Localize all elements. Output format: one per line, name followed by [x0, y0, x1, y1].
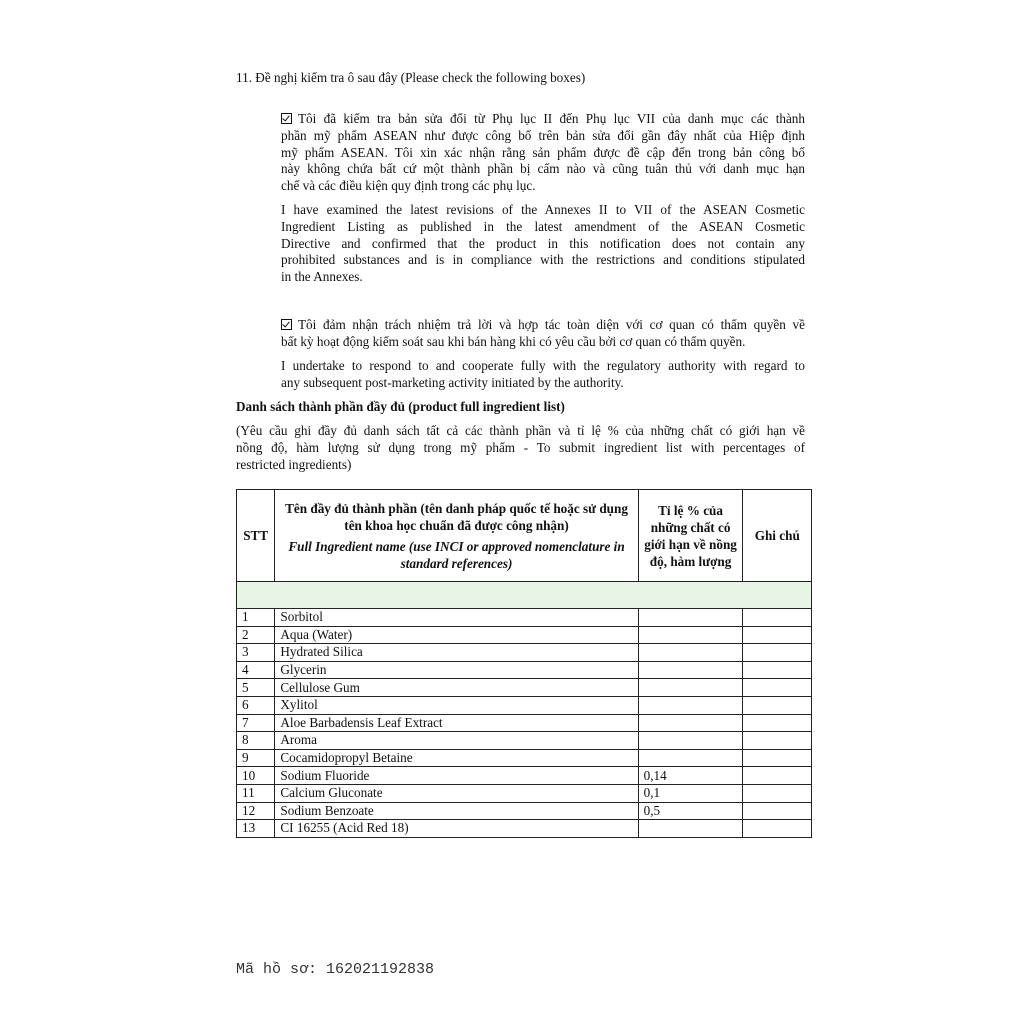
cell-ingredient-name: Calcium Gluconate — [275, 784, 638, 802]
cell-note — [743, 784, 812, 802]
ingredient-table — [236, 489, 812, 838]
table-row — [237, 679, 812, 697]
cell-ingredient-name: Cocamidopropyl Betaine — [275, 749, 638, 767]
declaration-1-vi-line-2: phần mỹ phẩm ASEAN như được công bố trên bản sửa đổi gần đây nhất của Hiệp định — [281, 127, 805, 143]
cell-stt: 10 — [237, 767, 275, 785]
header-percentage: Tỉ lệ % của những chất có giới hạn về nồng độ, hàm lượng — [638, 490, 743, 582]
table-row — [237, 661, 812, 679]
header-stt: STT — [237, 490, 275, 582]
cell-note — [743, 820, 812, 838]
declaration-1-en-line-1: I have examined the latest revisions of the Annexes II to VII of the ASEAN Cosmetic — [281, 202, 805, 217]
cell-percentage: 0,1 — [638, 784, 743, 802]
ingredient-note-line-3: restricted ingredients) — [236, 457, 352, 472]
cell-stt: 12 — [237, 802, 275, 820]
declaration-1-vi-text-1: Tôi đã kiểm tra bản sửa đổi từ Phụ lục II đến Phụ lục VII của danh mục các thành — [298, 111, 805, 126]
header-ingredient-name-vi: Tên đầy đủ thành phần (tên danh pháp quốc tế hoặc sử dụng tên khoa học chuẩn đã được công nhận) — [285, 500, 628, 533]
cell-stt: 9 — [237, 749, 275, 767]
cell-percentage — [638, 749, 743, 767]
cell-stt: 8 — [237, 732, 275, 750]
cell-ingredient-name: CI 16255 (Acid Red 18) — [275, 820, 638, 838]
header-note: Ghi chú — [743, 490, 812, 582]
cell-note — [743, 802, 812, 820]
cell-note — [743, 679, 812, 697]
cell-ingredient-name: Aqua (Water) — [275, 626, 638, 644]
cell-ingredient-name: Sodium Benzoate — [275, 802, 638, 820]
declaration-1-vi-line-1 — [281, 110, 805, 127]
declaration-1-en-line-5: in the Annexes. — [281, 269, 363, 285]
cell-ingredient-name: Hydrated Silica — [275, 644, 638, 662]
cell-percentage — [638, 679, 743, 697]
table-row — [237, 714, 812, 732]
cell-stt: 3 — [237, 644, 275, 662]
cell-percentage — [638, 696, 743, 714]
cell-note — [743, 644, 812, 662]
ingredient-note-line-2: nồng độ, hàm lượng sử dụng trong mỹ phẩm - To submit ingredient list with percentages of — [236, 440, 805, 455]
cell-ingredient-name: Xylitol — [275, 696, 638, 714]
table-row — [237, 749, 812, 767]
cell-percentage — [638, 732, 743, 750]
table-row — [237, 609, 812, 627]
declaration-1-vi-line-3: mỹ phẩm ASEAN. Tôi xin xác nhận rằng sản phẩm được đề cập đến trong bản công bố — [281, 144, 805, 160]
section-heading: 11. Đề nghị kiểm tra ô sau đây (Please check the following boxes) — [236, 70, 586, 85]
cell-note — [743, 749, 812, 767]
cell-stt: 5 — [237, 679, 275, 697]
file-code: Mã hồ sơ: 162021192838 — [236, 961, 435, 978]
table-row — [237, 767, 812, 785]
cell-percentage — [638, 714, 743, 732]
checked-checkbox-icon[interactable] — [281, 319, 292, 330]
declaration-1-vi-line-5: chế và các điều kiện quy định trong các phụ lục. — [281, 178, 536, 194]
declaration-1-vietnamese — [281, 110, 805, 194]
cell-percentage — [638, 609, 743, 627]
cell-stt: 1 — [237, 609, 275, 627]
cell-percentage — [638, 661, 743, 679]
declaration-2-en-line-2: any subsequent post-marketing activity initiated by the authority. — [281, 374, 624, 390]
table-row — [237, 626, 812, 644]
ingredient-table-body — [237, 582, 812, 838]
declaration-2-vietnamese — [281, 316, 805, 350]
table-row — [237, 820, 812, 838]
cell-note — [743, 696, 812, 714]
cell-ingredient-name: Cellulose Gum — [275, 679, 638, 697]
cell-note — [743, 714, 812, 732]
checked-checkbox-icon[interactable] — [281, 113, 292, 124]
cell-ingredient-name: Aroma — [275, 732, 638, 750]
declaration-2-en-line-1: I undertake to respond to and cooperate fully with the regulatory authority with regard to — [281, 358, 805, 373]
declaration-1-en-line-2: Ingredient Listing as published in the latest amendment of the ASEAN Cosmetic — [281, 218, 805, 234]
cell-note — [743, 609, 812, 627]
table-separator-cell — [237, 582, 812, 609]
cell-percentage — [638, 644, 743, 662]
cell-note — [743, 767, 812, 785]
table-row — [237, 696, 812, 714]
cell-note — [743, 661, 812, 679]
cell-percentage — [638, 626, 743, 644]
cell-percentage: 0,14 — [638, 767, 743, 785]
cell-note — [743, 626, 812, 644]
table-row — [237, 802, 812, 820]
cell-ingredient-name: Sodium Fluoride — [275, 767, 638, 785]
cell-percentage: 0,5 — [638, 802, 743, 820]
cell-ingredient-name: Glycerin — [275, 661, 638, 679]
declaration-2-vi-line-1 — [281, 316, 805, 333]
ingredient-note-line-1: (Yêu cầu ghi đầy đủ danh sách tất cả các thành phần và tỉ lệ % của những chất có giới hạn về — [236, 423, 805, 438]
cell-ingredient-name: Sorbitol — [275, 609, 638, 627]
cell-percentage — [638, 820, 743, 838]
table-row — [237, 732, 812, 750]
declaration-1-english — [281, 201, 805, 285]
cell-stt: 4 — [237, 661, 275, 679]
declaration-1-en-line-4: prohibited substances and is in compliance with the restrictions and conditions stipulated — [281, 252, 805, 268]
cell-stt: 13 — [237, 820, 275, 838]
cell-stt: 11 — [237, 784, 275, 802]
ingredient-list-title: Danh sách thành phần đầy đủ (product full ingredient list) — [236, 399, 565, 414]
table-header-row — [237, 490, 812, 582]
declaration-2-vi-line-2: bất kỳ hoạt động kiểm soát sau khi bán hàng khi có yêu cầu bởi cơ quan có thẩm quyền. — [281, 333, 746, 349]
cell-ingredient-name: Aloe Barbadensis Leaf Extract — [275, 714, 638, 732]
cell-stt: 2 — [237, 626, 275, 644]
header-ingredient-name-en: Full Ingredient name (use INCI or approved nomenclature in standard references) — [288, 538, 625, 571]
declaration-1-en-line-3: Directive and confirmed that the product in this notification does not contain any — [281, 235, 805, 251]
table-separator-row — [237, 582, 812, 609]
declaration-2-vi-text-1: Tôi đảm nhận trách nhiệm trả lời và hợp tác toàn diện với cơ quan có thẩm quyền về — [298, 317, 805, 332]
cell-stt: 6 — [237, 696, 275, 714]
declaration-1-vi-line-4: này không chứa bất cứ một thành phần bị cấm nào và cũng tuân thủ với danh mục hạn — [281, 161, 805, 177]
header-ingredient-name — [275, 490, 638, 582]
table-row — [237, 784, 812, 802]
ingredient-list-note — [236, 422, 805, 473]
table-row — [237, 644, 812, 662]
cell-note — [743, 732, 812, 750]
cell-stt: 7 — [237, 714, 275, 732]
declaration-2-english — [281, 357, 805, 391]
